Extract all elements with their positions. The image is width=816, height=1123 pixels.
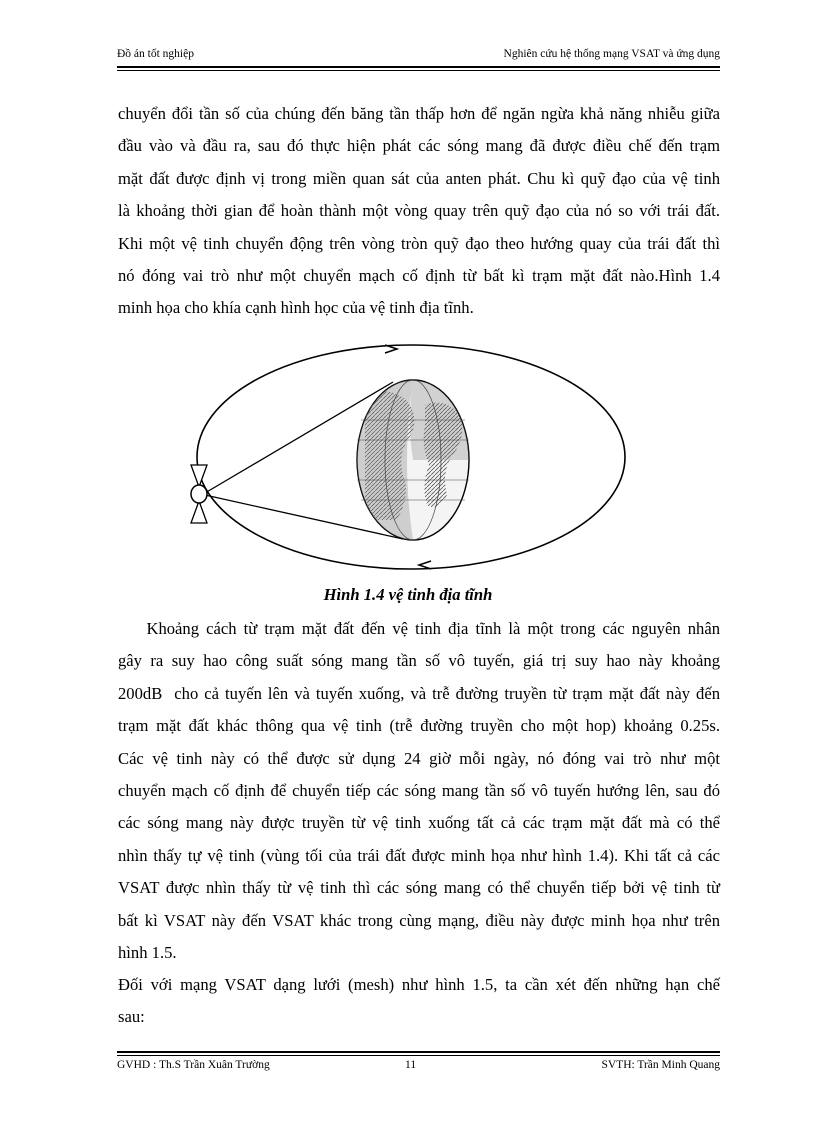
text-line: Đối với mạng VSAT dạng lưới (mesh) như hình 1.5, ta cần xét đến những hạn chế: [118, 975, 720, 994]
paragraph-3: [118, 969, 720, 1034]
earth-globe: [357, 380, 475, 540]
text-line: là khoảng thời gian để hoàn thành một vòng quay trên quỹ đạo của nó so với trái đất.: [118, 201, 720, 221]
orbit-arrow-bottom: [419, 561, 431, 569]
text-line: nó đóng vai trò như một chuyển mạch cố định từ bất kì trạm mặt đất nào.Hình 1.4: [118, 265, 720, 285]
text-line: 200dB cho cả tuyến lên và tuyến xuống, và trễ đường truyền từ trạm mặt đất này đến: [118, 683, 720, 703]
header-right-text: Nghiên cứu hệ thống mạng VSAT và ứng dụng: [503, 48, 720, 60]
figure-caption: Hình 1.4 vệ tinh địa tĩnh: [323, 585, 493, 604]
page-number: 11: [405, 1059, 417, 1071]
text-line: trạm mặt đất khác thông qua vệ tinh (trễ đường truyền cho một hop) khoảng 0.25s.: [118, 716, 720, 736]
footer-supervisor: GVHD : Th.S Trần Xuân Trường: [117, 1059, 270, 1071]
text-line: sau:: [118, 1007, 145, 1027]
text-line: chuyển đổi tần số của chúng đến băng tần thấp hơn để ngăn ngừa khả năng nhiễu giữa: [118, 104, 720, 123]
text-line: VSAT được nhìn thấy từ vệ tinh thì các sóng mang có thể chuyển tiếp bởi vệ tinh từ: [118, 878, 720, 898]
header-rule-thin: [117, 70, 720, 71]
text-line: gây ra suy hao công suất sóng mang tần số vô tuyến, giá trị suy hao này khoảng: [118, 651, 720, 671]
text-line: Khi một vệ tinh chuyển động trên vòng tròn quỹ đạo theo hướng quay của trái đất thì: [118, 233, 720, 253]
footer-rule-thick: [117, 1051, 720, 1053]
text-line: Khoảng cách từ trạm mặt đất đến vệ tinh địa tĩnh là một trong các nguyên nhân: [118, 619, 720, 638]
paragraph-2: [118, 613, 720, 969]
text-line: bất kì VSAT này đến VSAT khác trong cùng mạng, điều này được minh họa như trên: [118, 910, 720, 930]
satellite-icon: [191, 465, 207, 523]
footer-rule-thin: [117, 1055, 720, 1056]
text-line: Các vệ tinh này có thể được sử dụng 24 giờ mỗi ngày, nó đóng vai trò như một: [118, 748, 720, 768]
text-line: đầu vào và đầu ra, sau đó thực hiện phát các sóng mang đã được điều chế đến trạm: [118, 136, 720, 156]
footer-student: SVTH: Trần Minh Quang: [601, 1059, 720, 1071]
text-line: nhìn thấy tự vệ tinh (vùng tối của trái đất được minh họa như hình 1.4). Khi tất cả các: [118, 845, 720, 865]
geostationary-satellite-figure: [175, 335, 640, 580]
text-line: mặt đất được định vị trong miền quan sát của anten phát. Chu kì quỹ đạo của vệ tinh: [118, 168, 720, 188]
text-line: minh họa cho khía cạnh hình học của vệ tinh địa tĩnh.: [118, 298, 474, 318]
text-line: các sóng mang này được truyền từ vệ tinh xuống tất cả các trạm mặt đất mà có thể: [118, 813, 720, 833]
text-line: hình 1.5.: [118, 942, 177, 962]
paragraph-1: [118, 98, 720, 325]
header-rule-thick: [117, 66, 720, 68]
header-left-text: Đồ án tốt nghiệp: [117, 48, 194, 60]
text-line: chuyển mạch cố định để chuyển tiếp các sóng mang tần số vô tuyến hướng lên, sau đó: [118, 780, 720, 800]
